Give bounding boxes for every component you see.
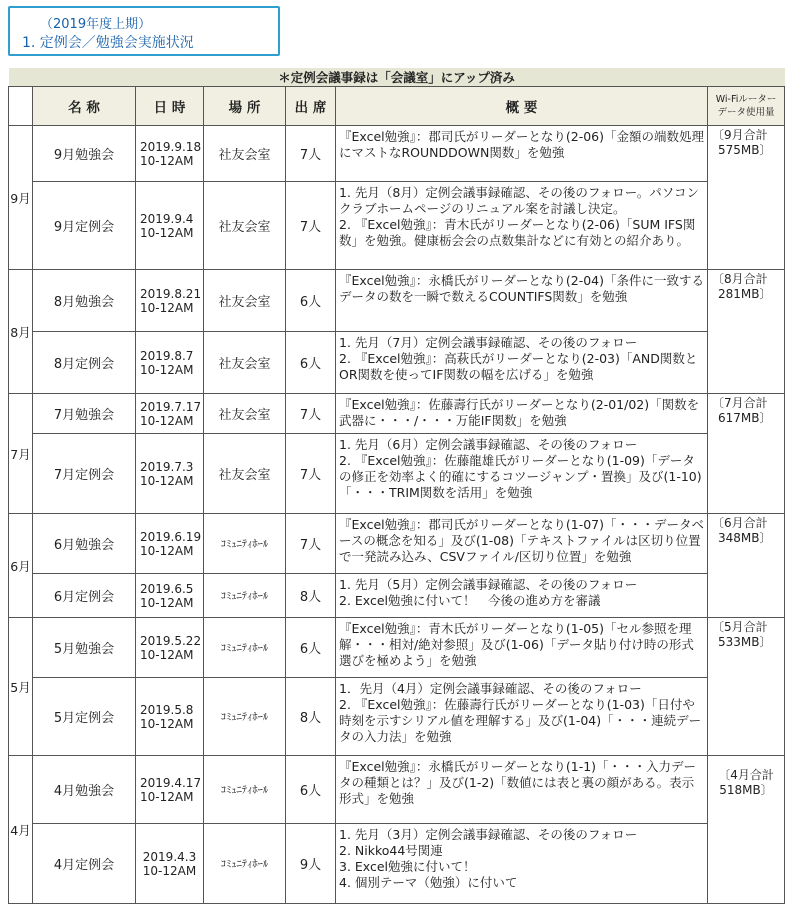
meeting-datetime — [136, 126, 204, 182]
meeting-name: 7月勉強会 — [33, 394, 136, 434]
meeting-place: ｺﾐｭﾆﾃｨﾎｰﾙ — [204, 514, 286, 574]
attendance-count: 7人 — [286, 126, 336, 182]
meeting-name: 7月定例会 — [33, 434, 136, 514]
meeting-place: 社友会室 — [204, 126, 286, 182]
table-row — [9, 126, 785, 182]
wifi-usage-value: 348MB〕 — [718, 531, 772, 545]
wifi-usage-label: 〔6月合計 — [712, 516, 768, 530]
wifi-usage-label: 〔5月合計 — [712, 620, 768, 634]
meeting-summary — [336, 332, 708, 394]
summary-line: 2. 『Excel勉強』：佐藤壽行氏がリーダーとなり(1-03)「日付や時刻を示すシリアル値を理解する」及び(1-04)「・・・連続データの入力法」を勉強 — [339, 697, 702, 744]
header-month — [9, 87, 33, 126]
meeting-summary — [336, 618, 708, 678]
wifi-usage-value: 281MB〕 — [718, 287, 772, 301]
wifi-usage-value: 533MB〕 — [718, 635, 772, 649]
summary-line: 1. 先月（3月）定例会議事録確認、その後のフォロー — [339, 827, 638, 842]
header-wifi — [708, 87, 785, 126]
meeting-date: 2019.5.8 — [140, 702, 194, 717]
meeting-summary — [336, 394, 708, 434]
month-label: 4月 — [9, 756, 33, 904]
table-row — [9, 574, 785, 618]
meeting-datetime — [136, 434, 204, 514]
attendance-count: 6人 — [286, 332, 336, 394]
summary-line: 2. Nikko44号関連 — [339, 843, 443, 858]
attendance-count: 7人 — [286, 394, 336, 434]
meeting-summary — [336, 756, 708, 824]
header-wifi-line2: データ使用量 — [717, 107, 775, 118]
meeting-time: 10-12AM — [142, 863, 197, 878]
meeting-place: 社友会室 — [204, 182, 286, 270]
section-title-box — [8, 6, 280, 56]
meeting-place: ｺﾐｭﾆﾃｨﾎｰﾙ — [204, 824, 286, 904]
meeting-summary — [336, 434, 708, 514]
meeting-table — [8, 68, 785, 904]
month-label: 5月 — [9, 618, 33, 756]
wifi-usage — [708, 126, 785, 270]
month-label: 8月 — [9, 270, 33, 394]
table-row — [9, 514, 785, 574]
meeting-date: 2019.9.4 — [140, 211, 194, 226]
summary-line: 3. Excel勉強に付いて！ — [339, 859, 476, 874]
meeting-time: 10-12AM — [140, 300, 194, 315]
attendance-count: 7人 — [286, 514, 336, 574]
wifi-usage-value: 575MB〕 — [718, 143, 772, 157]
meeting-date: 2019.5.22 — [140, 633, 202, 648]
meeting-place: 社友会室 — [204, 332, 286, 394]
meeting-name: 9月定例会 — [33, 182, 136, 270]
table-body — [9, 126, 785, 904]
attendance-count: 7人 — [286, 434, 336, 514]
meeting-summary — [336, 182, 708, 270]
meeting-datetime — [136, 678, 204, 756]
wifi-usage-label: 〔4月合計 — [718, 768, 774, 782]
meeting-place: ｺﾐｭﾆﾃｨﾎｰﾙ — [204, 618, 286, 678]
meeting-date: 2019.6.19 — [140, 529, 202, 544]
meeting-summary — [336, 270, 708, 332]
meeting-summary — [336, 126, 708, 182]
summary-line: 2. 『Excel勉強』：青木氏がリーダーとなり(2-06)「SUM IFS関数」を勉強。健康栃会会の点数集計などに有効との紹介あり。 — [339, 217, 696, 248]
wifi-usage — [708, 514, 785, 618]
summary-line: 1. 先月（5月）定例会議事録確認、その後のフォロー — [339, 577, 638, 592]
meeting-name: 6月定例会 — [33, 574, 136, 618]
meeting-datetime — [136, 514, 204, 574]
wifi-usage-label: 〔7月合計 — [712, 396, 768, 410]
summary-line: 2. 『Excel勉強』：佐藤龍雄氏がリーダーとなり(1-09)「データの修正を効率よく的確にするコツージャンプ・置換」及び(1-10)「・・・TRIM関数を活用」を勉強 — [339, 453, 702, 500]
table-row — [9, 270, 785, 332]
summary-line: 2. Excel勉強に付いて！ 今後の進め方を審議 — [339, 593, 601, 608]
meeting-name: 5月勉強会 — [33, 618, 136, 678]
minutes-note: ＊定例会議事録は「会議室」にアップ済み — [9, 68, 785, 87]
table-row — [9, 824, 785, 904]
meeting-time: 10-12AM — [140, 413, 194, 428]
meeting-name: 8月勉強会 — [33, 270, 136, 332]
table-row — [9, 434, 785, 514]
summary-line: 1. 先月（7月）定例会議事録確認、その後のフォロー — [339, 335, 638, 350]
meeting-place: 社友会室 — [204, 394, 286, 434]
wifi-usage-label: 〔8月合計 — [712, 272, 768, 286]
wifi-usage-value: 518MB〕 — [719, 783, 773, 797]
meeting-time: 10-12AM — [140, 225, 194, 240]
wifi-usage — [708, 270, 785, 394]
table-row — [9, 332, 785, 394]
meeting-time: 10-12AM — [140, 362, 194, 377]
month-label: 9月 — [9, 126, 33, 270]
summary-line: 1．先月（4月）定例会議事録確認、その後のフォロー — [339, 681, 642, 696]
summary-line: 2. 『Excel勉強』：高萩氏がリーダーとなり(2-03)「AND関数とOR関数を使ってIF関数の幅を広げる」を勉強 — [339, 351, 698, 382]
meeting-date: 2019.8.7 — [140, 348, 194, 363]
meeting-time: 10-12AM — [140, 647, 194, 662]
meeting-datetime — [136, 618, 204, 678]
header-place: 場 所 — [204, 87, 286, 126]
wifi-usage — [708, 394, 785, 514]
meeting-datetime — [136, 182, 204, 270]
meeting-name: 5月定例会 — [33, 678, 136, 756]
meeting-datetime — [136, 574, 204, 618]
meeting-datetime — [136, 756, 204, 824]
meeting-time: 10-12AM — [140, 543, 194, 558]
header-name: 名 称 — [33, 87, 136, 126]
meeting-datetime — [136, 270, 204, 332]
summary-line: 1. 先月（8月）定例会議事録確認、その後のフォロー。パソコンクラブホームページのリニュアル案を討議し決定。 — [339, 185, 699, 216]
section-title: 1. 定例会／勉強会実施状況 — [22, 35, 194, 51]
meeting-name: 9月勉強会 — [33, 126, 136, 182]
meeting-place: ｺﾐｭﾆﾃｨﾎｰﾙ — [204, 574, 286, 618]
meeting-date: 2019.4.3 — [142, 849, 197, 864]
summary-line: 『Excel勉強』：佐藤壽行氏がリーダーとなり(2-01/02)「関数を武器に・・・/・・・万能IF関数」を勉強 — [339, 397, 700, 428]
summary-line: 4. 個別テーマ（勉強）に付いて — [339, 875, 518, 890]
table-row — [9, 756, 785, 824]
meeting-date: 2019.9.18 — [140, 139, 202, 154]
header-datetime: 日 時 — [136, 87, 204, 126]
wifi-usage — [708, 756, 785, 904]
table-row — [9, 618, 785, 678]
summary-line: 『Excel勉強』：永橋氏がリーダーとなり(1-1)「・・・入力データの種類とは？」及び(1-2)「数値には表と裏の顔がある。表示形式」を勉強 — [339, 759, 697, 806]
meeting-summary — [336, 514, 708, 574]
meeting-name: 4月定例会 — [33, 824, 136, 904]
summary-line: 『Excel勉強』：青木氏がリーダーとなり(1-05)「セル参照を理解・・・相対/絶対参照」及び(1-06)「データ貼り付け時の形式選びを極めよう」を勉強 — [339, 621, 694, 668]
meeting-time: 10-12AM — [140, 595, 194, 610]
meeting-summary — [336, 824, 708, 904]
attendance-count: 7人 — [286, 182, 336, 270]
meeting-summary — [336, 678, 708, 756]
meeting-place: 社友会室 — [204, 270, 286, 332]
meeting-datetime — [136, 332, 204, 394]
table-row — [9, 182, 785, 270]
meeting-datetime — [136, 824, 204, 904]
wifi-usage — [708, 618, 785, 756]
attendance-count: 8人 — [286, 678, 336, 756]
attendance-count: 6人 — [286, 618, 336, 678]
month-label: 6月 — [9, 514, 33, 618]
meeting-date: 2019.7.3 — [140, 459, 194, 474]
meeting-place: ｺﾐｭﾆﾃｨﾎｰﾙ — [204, 678, 286, 756]
meeting-name: 8月定例会 — [33, 332, 136, 394]
attendance-count: 9人 — [286, 824, 336, 904]
attendance-count: 6人 — [286, 270, 336, 332]
attendance-count: 6人 — [286, 756, 336, 824]
meeting-place: ｺﾐｭﾆﾃｨﾎｰﾙ — [204, 756, 286, 824]
summary-line: 『Excel勉強』：郡司氏がリーダーとなり(1-07)「・・・データベースの概念を知る」及び(1-08)「テキストファイルは区切り位置で一発読み込み、CSVファイル/区切り位置」を勉強 — [339, 517, 704, 564]
meeting-date: 2019.8.21 — [140, 286, 202, 301]
table-row — [9, 394, 785, 434]
summary-line: 『Excel勉強』：郡司氏がリーダーとなり(2-06)「金額の端数処理にマストなROUNDDOWN関数」を勉強 — [339, 129, 704, 160]
header-wifi-line1: Wi-Fiルーター — [715, 94, 777, 105]
meeting-time: 10-12AM — [140, 789, 194, 804]
summary-line: 『Excel勉強』：永橋氏がリーダーとなり(2-04)「条件に一致するデータの数を一瞬で数えるCOUNTIFS関数」を勉強 — [339, 273, 704, 304]
meeting-datetime — [136, 394, 204, 434]
wifi-usage-label: 〔9月合計 — [712, 128, 768, 142]
wifi-usage-value: 617MB〕 — [718, 411, 772, 425]
month-label: 7月 — [9, 394, 33, 514]
summary-line: 1. 先月（6月）定例会議事録確認、その後のフォロー — [339, 437, 638, 452]
header-attendance: 出 席 — [286, 87, 336, 126]
meeting-date: 2019.6.5 — [140, 581, 194, 596]
meeting-name: 4月勉強会 — [33, 756, 136, 824]
header-summary: 概 要 — [336, 87, 708, 126]
meeting-place: 社友会室 — [204, 434, 286, 514]
meeting-summary — [336, 574, 708, 618]
meeting-name: 6月勉強会 — [33, 514, 136, 574]
attendance-count: 8人 — [286, 574, 336, 618]
meeting-date: 2019.7.17 — [140, 399, 202, 414]
meeting-time: 10-12AM — [140, 716, 194, 731]
period-label: （2019年度上期） — [40, 17, 152, 32]
meeting-date: 2019.4.17 — [140, 775, 202, 790]
meeting-time: 10-12AM — [140, 473, 194, 488]
table-row — [9, 678, 785, 756]
meeting-time: 10-12AM — [140, 153, 194, 168]
